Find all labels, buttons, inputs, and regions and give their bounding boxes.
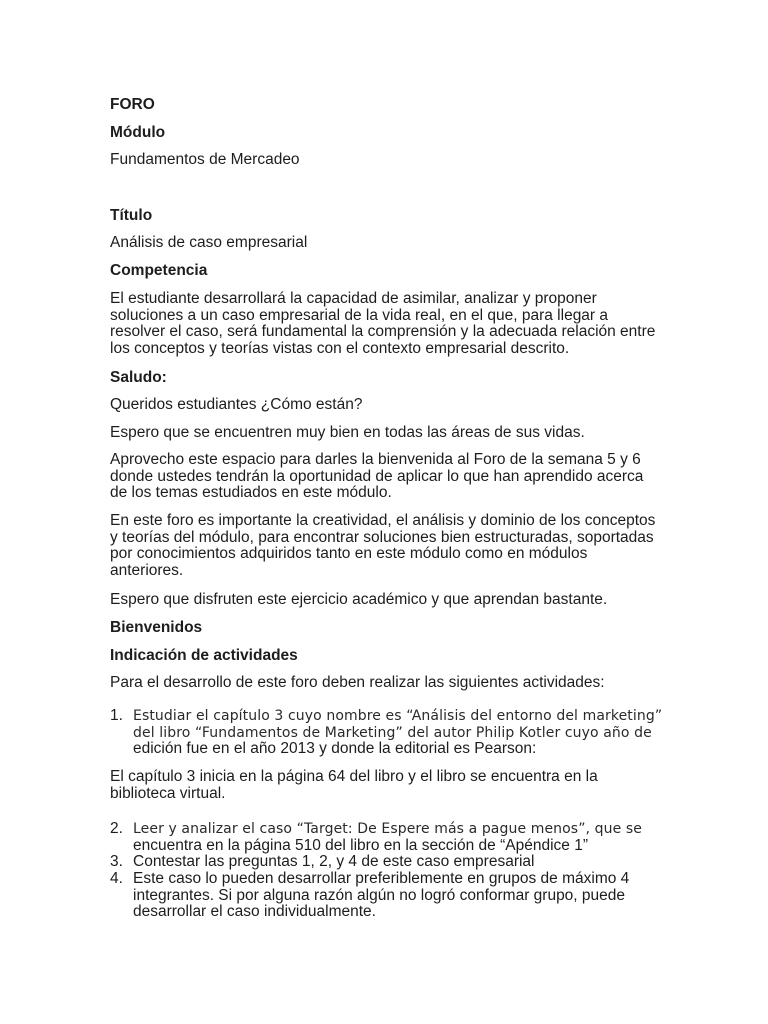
list-number: 4. [110, 870, 123, 887]
list-number: 3. [110, 853, 123, 870]
saludo-p3 [110, 452, 643, 502]
text-line: anteriores. [110, 561, 184, 579]
titulo-label: Título [110, 207, 153, 224]
foro-heading: FORO [110, 96, 155, 113]
text-line: por conocimientos adquiridos tanto en este módulo como en módulos [110, 545, 588, 562]
text-line: los conceptos y teorías vistas con el contexto empresarial descrito. [110, 339, 570, 357]
text-line: de los temas estudiados en este módulo. [110, 484, 392, 501]
text-line: edición fue en el año 2013 y donde la editorial es Pearson: [133, 740, 537, 757]
saludo-p1: Queridos estudiantes ¿Cómo están? [110, 396, 363, 413]
competencia-label: Competencia [110, 262, 208, 279]
text-line: Estudiar el capítulo 3 cuyo nombre es “Análisis del entorno del marketing” [133, 708, 663, 724]
modulo-value: Fundamentos de Mercadeo [110, 151, 300, 168]
text-line: soluciones a un caso empresarial de la vida real, en el que, para llegar a [110, 306, 609, 324]
text-line: y teorías del módulo, para encontrar soluciones bien estructuradas, soportadas [110, 528, 654, 546]
text-line: Aprovecho este espacio para darles la bienvenida al Foro de la semana 5 y 6 [110, 451, 641, 468]
chapter-note [110, 769, 598, 802]
text-line: resolver el caso, será fundamental la comprensión y la adecuada relación entre [110, 323, 656, 340]
titulo-value: Análisis de caso empresarial [110, 234, 308, 251]
saludo-p2: Espero que se encuentren muy bien en todas las áreas de sus vidas. [110, 424, 585, 441]
competencia-paragraph [110, 291, 655, 357]
list-number: 1. [110, 707, 123, 724]
text-line: del libro “Fundamentos de Marketing” del autor Philip Kotler cuyo año de [133, 724, 652, 741]
text-line: desarrollar el caso individualmente. [133, 903, 376, 920]
text-line: Leer y analizar el caso “Target: De Espere más a pague menos”, que se [133, 821, 642, 837]
saludo-p4 [110, 513, 655, 579]
actividades-intro: Para el desarrollo de este foro deben realizar las siguientes actividades: [110, 674, 605, 691]
text-line: En este foro es importante la creatividad, el análisis y dominio de los conceptos [110, 512, 656, 529]
text-line: donde ustedes tendrán la oportunidad de aplicar lo que han aprendido acerca [110, 467, 644, 485]
modulo-label: Módulo [110, 124, 166, 141]
saludo-label: Saludo: [110, 369, 167, 386]
text-line: Contestar las preguntas 1, 2, y 4 de este caso empresarial [133, 853, 535, 870]
text-line: encuentra en la página 510 del libro en la sección de “Apéndice 1” [133, 836, 588, 854]
text-line: Este caso lo pueden desarrollar preferiblemente en grupos de máximo 4 [133, 870, 630, 887]
actividades-label: Indicación de actividades [110, 647, 298, 664]
saludo-p5: Espero que disfruten este ejercicio académico y que aprendan bastante. [110, 591, 608, 608]
list-number: 2. [110, 820, 123, 837]
text-line: El capítulo 3 inicia en la página 64 del libro y el libro se encuentra en la [110, 768, 598, 785]
text-line: integrantes. Si por alguna razón algún no logró conformar grupo, puede [133, 886, 626, 904]
text-line: biblioteca virtual. [110, 784, 226, 802]
text-line: El estudiante desarrollará la capacidad de asimilar, analizar y proponer [110, 290, 597, 307]
bienvenidos-heading: Bienvenidos [110, 619, 203, 636]
